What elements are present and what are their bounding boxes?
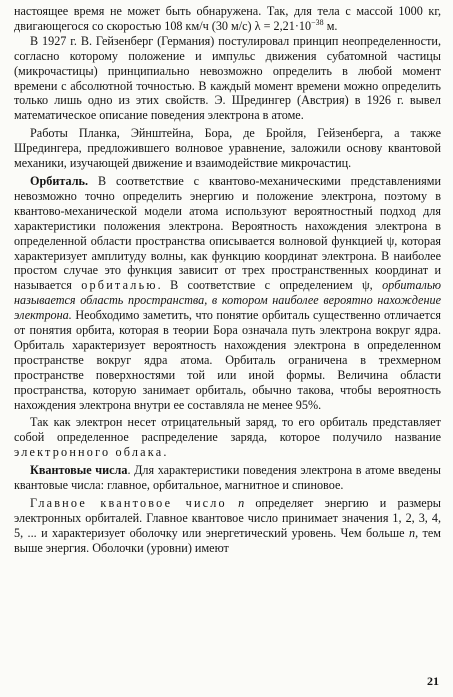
body-text (14, 4, 441, 556)
text-span: настоящее время не может быть обнаружена. Так, для тела с массой 1000 кг, двигающегося со скоростью 108 км/ч (30 м/с) λ = 2,21·10 (14, 4, 441, 33)
exponent: −38 (311, 17, 324, 27)
page-number: 21 (427, 674, 439, 688)
text-span: . В соответствие с определением ψ, (157, 278, 383, 293)
paragraph-quantum-numbers (14, 463, 441, 493)
orbital-definition: орбиталью называется область пространства, в котором наиболее вероятно нахождение электрона. (14, 278, 441, 323)
symbol-n: n (409, 525, 416, 540)
paragraph-principal-number (14, 496, 441, 556)
text-span: Так как электрон несет отрицательный заряд, то его орбиталь представляет собой определенное распределение заряда, которое получило название (14, 415, 441, 445)
paragraph-orbital (14, 174, 441, 413)
text-span: м. (323, 18, 338, 33)
text-span: Необходимо заметить, что понятие орбиталь существенно отличается от понятия орбита, которая в теории Бора означала путь электрона вокруг ядра. Орбиталь характеризует вероятность нахождения электрона в определенном пространстве вокруг ядра атома. Орбиталь ограничена в трехмерном пространстве поверхностями той или иной формы. Величина области пространства, которую занимает орбиталь, обычно такова, чтобы вероятность нахождения электрона внутри ее составляла не менее 95%. (14, 308, 441, 412)
text-span: определяет энергию и размеры электронных орбиталей. Главное квантовое число принимает значения 1, 2, 3, 4, 5, ... и характеризует оболочку или энергетический уровень. Чем больше (14, 496, 441, 540)
text-span: . Для характеристики поведения электрона в атоме введены квантовые числа: главное, орбитальное, магнитное и спиновое. (14, 463, 441, 493)
paragraph-founders: Работы Планка, Эйнштейна, Бора, де Бройля, Гейзенберга, а также Шредингера, предложившего волновое уравнение, заложили основу квантовой механики, изучающей движение и взаимодействие микрочастиц. (14, 126, 441, 171)
term-principal-quantum-number: Главное квантовое число (30, 496, 227, 510)
paragraph-1 (14, 4, 441, 34)
section-heading-orbital: Орбиталь. (30, 173, 89, 188)
symbol-n: n (238, 496, 245, 510)
text-span: В соответствие с квантово-механическими представлениями невозможно точно определить энергию и положение электрона, поэтому в квантово-механической модели атома используют вероятностный подход для характеристики положения электрона. Вероятность нахождения электрона в определенной области пространства описывается волновой функцией ψ, которая характеризует амплитуду волны, как функцию координат электрона. В наиболее простом случае это функция зависит от трех пространственных координат и называется (14, 173, 441, 293)
paragraph-heisenberg: В 1927 г. В. Гейзенберг (Германия) постулировал принцип неопределенности, согласно которому положение и импульс движения субатомной частицы (микрочастицы) принципиально невозможно определить в любой момент времени с абсолютной точностью. В каждый момент времени можно определить только лишь одно из этих свойств. Э. Шредингер (Австрия) в 1926 г. вывел математическое описание поведения электрона в атоме. (14, 33, 441, 123)
paragraph-electron-cloud (14, 415, 441, 460)
term-orbital: орбиталью (81, 278, 158, 293)
text-span: . (163, 445, 167, 460)
section-heading-quantum-numbers: Квантовые числа (30, 463, 128, 478)
text-span: , тем выше энергия. Оболочки (уровни) имеют (14, 525, 442, 555)
term-electron-cloud: электронного облака (14, 445, 164, 460)
